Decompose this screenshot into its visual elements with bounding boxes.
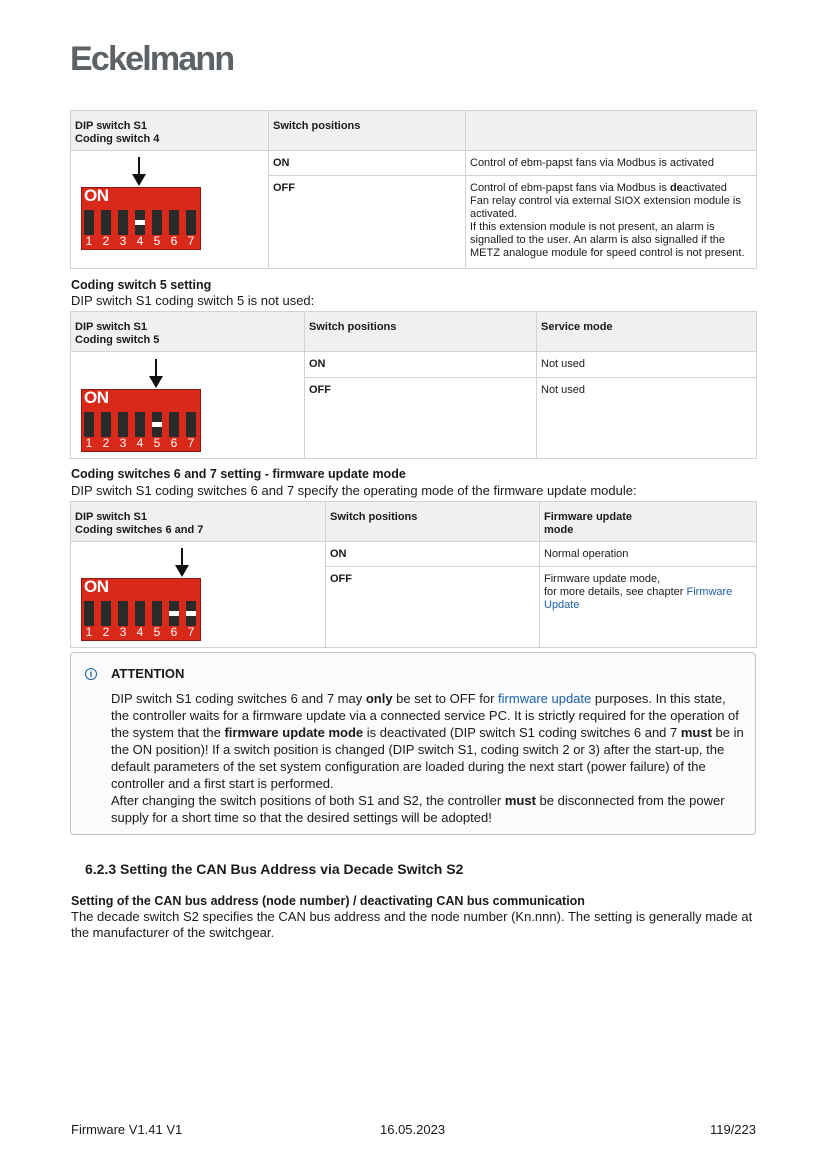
dip-number-1: 1 (85, 436, 93, 450)
dip-number-5: 5 (153, 436, 161, 450)
footer-date: 16.05.2023 (380, 1122, 446, 1137)
dip-number-3: 3 (119, 436, 127, 450)
attention-body: DIP switch S1 coding switches 6 and 7 may only be set to OFF for firmware update purposes. In this state, the controller waits for a firmware update via a connected service PC. It is strictly required for the operation of the system that the firmware update mode is deactivated (DIP switch S1 coding switches 6 and 7 must be in the ON position)! If a switch position is changed (DIP switch S1, coding switch 2 or 3) after the start-up, the default parameters of the set system configuration are loaded during the next start (power failure) of the controller and a first start is performed. After changing the switch positions of both S1 and S2, the controller must be disconnected from the power supply for a short time so that the desired settings will be adopted! (111, 691, 744, 825)
description-on: Normal operation (540, 542, 757, 567)
table-header-row (71, 111, 757, 151)
dip-slot-6 (169, 601, 179, 626)
dip-number-3: 3 (119, 625, 127, 639)
dip-slot-7 (186, 601, 196, 626)
table-row-on (71, 542, 757, 567)
description-off: Not used (537, 378, 757, 459)
description-off: Control of ebm-papst fans via Modbus is deactivated Fan relay control via external SIOX extension module is activated. If this extension module is not present, an alarm is signalled to the user. An alarm is also signalled if the METZ analogue module for speed control is not present. (466, 176, 757, 269)
dip-number-5: 5 (153, 234, 161, 248)
section-text-switch-6-7: DIP switch S1 coding switches 6 and 7 specify the operating mode of the firmware update module: (71, 483, 637, 498)
dip-slot-6 (169, 412, 179, 437)
dip-slot-4 (135, 601, 145, 626)
header-switch-positions: Switch positions (326, 502, 540, 542)
section-heading-6-2-3: 6.2.3 Setting the CAN Bus Address via Decade Switch S2 (85, 861, 464, 877)
arrow-line (181, 548, 183, 566)
position-on: ON (269, 151, 466, 176)
table-coding-switch-4 (70, 110, 757, 269)
dip-switch-image-cell (71, 542, 326, 648)
dip-knob (186, 611, 196, 616)
dip-number-6: 6 (170, 234, 178, 248)
dip-slot-5 (152, 412, 162, 437)
arrow-line (155, 359, 157, 377)
dip-number-1: 1 (85, 234, 93, 248)
dip-number-2: 2 (102, 234, 110, 248)
section-title-switch-5: Coding switch 5 setting (71, 278, 212, 292)
arrow-line (138, 157, 140, 175)
dip-slot-2 (101, 412, 111, 437)
header-empty (466, 111, 757, 151)
dip-slot-5 (152, 210, 162, 235)
position-on: ON (326, 542, 540, 567)
dip-slot-7 (186, 412, 196, 437)
table-header-row (71, 502, 757, 542)
dip-slot-1 (84, 601, 94, 626)
dip-on-label: ON (84, 186, 109, 205)
header-dip-switch: DIP switch S1 Coding switches 6 and 7 (71, 502, 326, 542)
dip-number-7: 7 (187, 436, 195, 450)
dip-switch-image-cell (71, 352, 305, 459)
footer-firmware-version: Firmware V1.41 V1 (71, 1122, 183, 1137)
dip-on-label: ON (84, 577, 109, 596)
dip-slot-2 (101, 601, 111, 626)
table-coding-switches-6-7 (70, 501, 757, 648)
dip-slot-3 (118, 601, 128, 626)
position-off: OFF (269, 176, 466, 269)
dip-slot-7 (186, 210, 196, 235)
dip-slot-1 (84, 412, 94, 437)
table-row-on (71, 352, 757, 378)
description-on: Control of ebm-papst fans via Modbus is activated (466, 151, 757, 176)
paragraph-decade-switch: The decade switch S2 specifies the CAN bus address and the node number (Kn.nnn). The setting is generally made at the manufacturer of the switchgear. (71, 909, 753, 940)
dip-switch-body (81, 578, 201, 641)
description-off: Firmware update mode, for more details, see chapter Firmware Update (540, 567, 757, 648)
position-off: OFF (305, 378, 537, 459)
dip-slot-3 (118, 412, 128, 437)
header-service-mode: Service mode (537, 312, 757, 352)
dip-knob (135, 220, 145, 225)
position-off: OFF (326, 567, 540, 648)
dip-number-2: 2 (102, 436, 110, 450)
header-switch-positions: Switch positions (269, 111, 466, 151)
position-on: ON (305, 352, 537, 378)
dip-slot-1 (84, 210, 94, 235)
dip-knob (169, 611, 179, 616)
eckelmann-logo: Eckelmann (70, 40, 234, 78)
dip-switch-body (81, 389, 201, 452)
dip-number-6: 6 (170, 436, 178, 450)
table-header-row (71, 312, 757, 352)
header-firmware-update-mode: Firmware update mode (540, 502, 757, 542)
dip-slot-3 (118, 210, 128, 235)
arrow-down-icon (175, 565, 189, 577)
dip-slot-4 (135, 210, 145, 235)
dip-on-label: ON (84, 388, 109, 407)
dip-number-3: 3 (119, 234, 127, 248)
dip-number-5: 5 (153, 625, 161, 639)
attention-title: ATTENTION (111, 666, 185, 681)
dip-number-6: 6 (170, 625, 178, 639)
dip-slot-6 (169, 210, 179, 235)
table-coding-switch-5 (70, 311, 757, 459)
table-row-on (71, 151, 757, 176)
dip-number-4: 4 (136, 436, 144, 450)
dip-knob (152, 422, 162, 427)
arrow-down-icon (132, 174, 146, 186)
description-on: Not used (537, 352, 757, 378)
dip-switch-image-cell (71, 151, 269, 269)
header-switch-positions: Switch positions (305, 312, 537, 352)
header-dip-switch: DIP switch S1 Coding switch 5 (71, 312, 305, 352)
attention-box (70, 652, 756, 835)
dip-slot-5 (152, 601, 162, 626)
dip-slot-4 (135, 412, 145, 437)
dip-number-7: 7 (187, 625, 195, 639)
dip-number-1: 1 (85, 625, 93, 639)
firmware-update-link[interactable]: Firmware Update (544, 586, 733, 611)
firmware-update-link[interactable]: firmware update (498, 691, 592, 706)
footer-page-number: 119/223 (709, 1122, 756, 1137)
dip-slot-2 (101, 210, 111, 235)
section-title-switch-6-7: Coding switches 6 and 7 setting - firmware update mode (71, 467, 406, 481)
dip-number-4: 4 (136, 234, 144, 248)
arrow-down-icon (149, 376, 163, 388)
dip-switch-body (81, 187, 201, 250)
dip-number-4: 4 (136, 625, 144, 639)
dip-number-2: 2 (102, 625, 110, 639)
dip-number-7: 7 (187, 234, 195, 248)
subheading-can-bus-address: Setting of the CAN bus address (node number) / deactivating CAN bus communication (71, 894, 585, 908)
info-icon: i (85, 668, 97, 680)
section-text-switch-5: DIP switch S1 coding switch 5 is not used: (71, 293, 315, 308)
header-dip-switch: DIP switch S1 Coding switch 4 (71, 111, 269, 151)
